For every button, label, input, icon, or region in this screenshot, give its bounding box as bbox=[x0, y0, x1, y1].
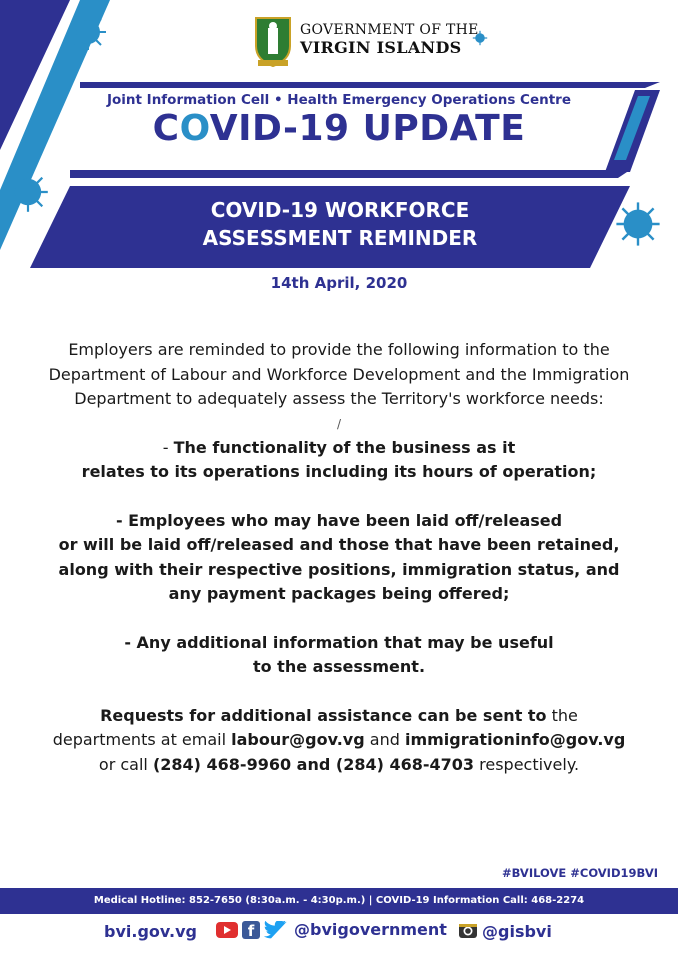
requests-plain: the bbox=[546, 705, 578, 725]
reminder-title bbox=[60, 196, 620, 252]
item-2-line4: any payment packages being offered; bbox=[168, 584, 510, 603]
item-2-line2: or will be laid off/released and those that have been retained, bbox=[58, 535, 620, 554]
requests-bold: Requests for additional assistance can be sent to bbox=[100, 705, 547, 725]
item-2-line3: along with their respective positions, immigration status, and bbox=[58, 559, 620, 579]
social-row bbox=[216, 920, 447, 939]
subtitle: Joint Information Cell • Health Emergency Operations Centre bbox=[106, 92, 572, 108]
requests-line1 bbox=[30, 704, 648, 729]
facebook-icon[interactable]: f bbox=[242, 921, 260, 939]
government-title-line1: GOVERNMENT OF THE bbox=[300, 22, 479, 38]
covid-update-title bbox=[0, 108, 678, 149]
social-handle-main[interactable]: @bvigovernment bbox=[294, 920, 447, 939]
notice-body bbox=[30, 338, 648, 777]
stray-mark: / bbox=[336, 416, 342, 431]
requests-plain: and bbox=[364, 730, 405, 749]
government-title-line2: VIRGIN ISLANDS bbox=[300, 38, 462, 57]
website-link[interactable]: bvi.gov.vg bbox=[104, 922, 197, 941]
requests-line2 bbox=[30, 728, 648, 753]
requests-plain: respectively. bbox=[474, 754, 580, 774]
requests-plain: or call bbox=[98, 754, 153, 774]
instagram-icon[interactable] bbox=[458, 922, 478, 940]
email-labour-link[interactable]: labour@gov.vg bbox=[231, 730, 365, 749]
hashtags: #BVILOVE #COVID19BVI bbox=[501, 866, 658, 880]
item-1-dash: - bbox=[162, 437, 174, 457]
item-3-line2: to the assessment. bbox=[252, 657, 426, 676]
email-immigration-link[interactable]: immigrationinfo@gov.vg bbox=[404, 730, 626, 749]
reminder-title-line2: ASSESSMENT REMINDER bbox=[202, 226, 478, 250]
title-part: VID-19 UPDATE bbox=[209, 108, 526, 149]
reminder-title-line1: COVID-19 WORKFORCE bbox=[210, 198, 470, 222]
requests-line3 bbox=[30, 753, 648, 778]
item-1 bbox=[30, 436, 648, 461]
phone-numbers: (284) 468-9960 and (284) 468-4703 bbox=[152, 754, 475, 774]
social-handle-instagram[interactable]: @gisbvi bbox=[482, 922, 552, 941]
item-1-line1: The functionality of the business as it bbox=[173, 437, 516, 457]
requests-plain: departments at email bbox=[52, 730, 232, 749]
hotline-bar: Medical Hotline: 852-7650 (8:30a.m. - 4:30p.m.) | COVID-19 Information Call: 468-2274 bbox=[0, 888, 678, 914]
intro-paragraph: Employers are reminded to provide the following information to the Department of Labour and Workforce Development and the Immigration Department to adequately assess the Territory's workforce needs: bbox=[48, 340, 630, 408]
item-1-line2: relates to its operations including its hours of operation; bbox=[81, 462, 597, 481]
item-3-line1: - Any additional information that may be useful bbox=[124, 632, 554, 652]
item-2-line1: - Employees who may have been laid off/released bbox=[115, 510, 563, 530]
twitter-icon[interactable] bbox=[264, 921, 288, 939]
virus-icon bbox=[68, 12, 108, 52]
notice-date: 14th April, 2020 bbox=[270, 274, 408, 292]
crest-logo bbox=[252, 16, 294, 68]
title-part: C bbox=[152, 108, 180, 149]
title-part-o: O bbox=[179, 108, 210, 149]
youtube-icon[interactable] bbox=[216, 922, 238, 938]
